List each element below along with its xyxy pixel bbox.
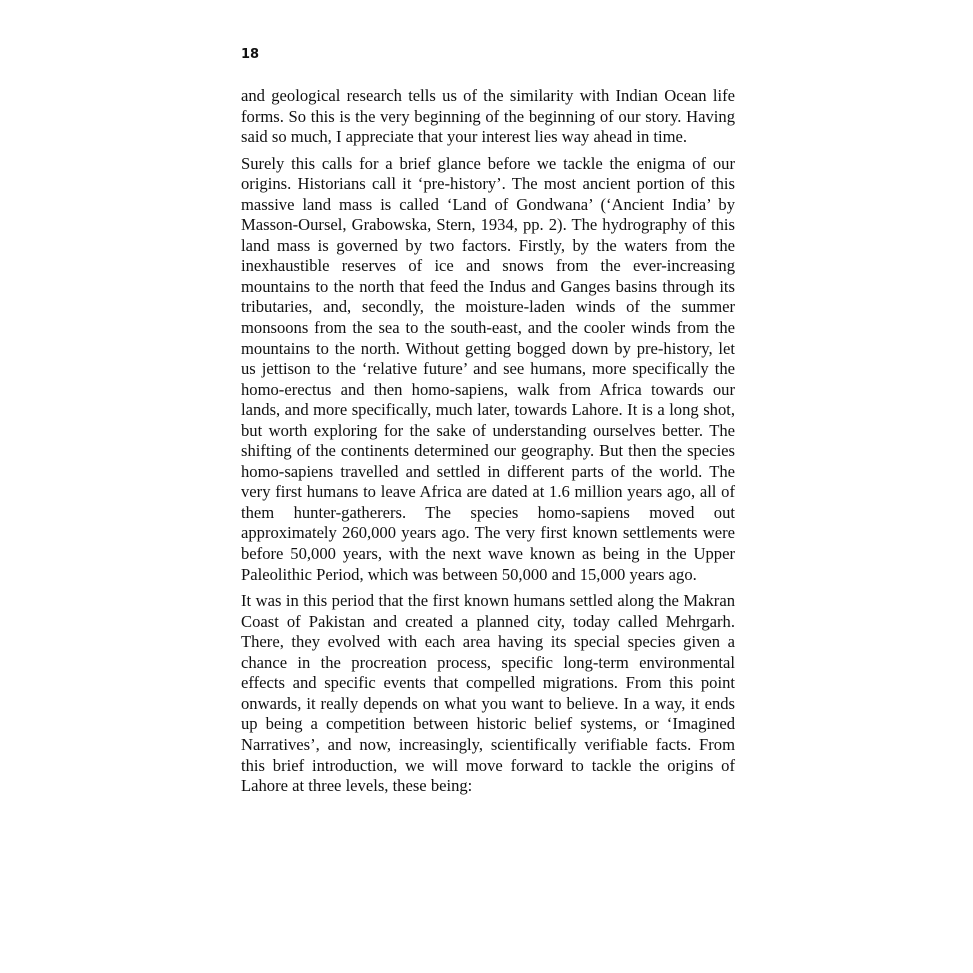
body-text bbox=[241, 86, 735, 803]
paragraph-1: and geological research tells us of the similarity with Indian Ocean life forms. So this is the very beginning of the beginning of our story. Having said so much, I appreciate that your interest lies way ahead in time. bbox=[241, 86, 735, 147]
paragraph-3: It was in this period that the first known humans settled along the Makran Coast of Pakistan and created a planned city, today called Mehrgarh. There, they evolved with each area having its special species given a chance in the procreation process, specific long-term environmental effects and specific events that compelled migrations. From this point onwards, it really depends on what you want to believe. In a way, it ends up being a competition between historic belief systems, or ‘Imagined Narratives’, and now, increasingly, scientifically verifiable facts. From this brief introduction, we will move forward to tackle the origins of Lahore at three levels, these being: bbox=[241, 591, 735, 796]
paragraph-2: Surely this calls for a brief glance before we tackle the enigma of our origins. Historians call it ‘pre-history’. The most ancient portion of this massive land mass is called ‘Land of Gondwana’ (‘Ancient India’ by Masson-Oursel, Grabowska, Stern, 1934, pp. 2). The hydrography of this land mass is governed by two factors. Firstly, by the waters from the inexhaustible reserves of ice and snows from the ever-increasing mountains to the north that feed the Indus and Ganges basins through its tributaries, and, secondly, the moisture-laden winds of the summer monsoons from the sea to the south-east, and the cooler winds from the mountains to the north. Without getting bogged down by pre-history, let us jettison to the ‘relative future’ and see humans, more specifically the homo-erectus and then homo-sapiens, walk from Africa towards our lands, and more specifically, much later, towards Lahore. It is a long shot, but worth exploring for the sake of understanding ourselves better. The shifting of the continents determined our geography. But then the species homo-sapiens travelled and settled in different parts of the world. The very first humans to leave Africa are dated at 1.6 million years ago, all of them hunter-gatherers. The species homo-sapiens moved out approximately 260,000 years ago. The very first known settlements were before 50,000 years, with the next wave known as being in the Upper Paleolithic Period, which was between 50,000 and 15,000 years ago. bbox=[241, 153, 735, 584]
page-number: 18 bbox=[241, 47, 260, 62]
